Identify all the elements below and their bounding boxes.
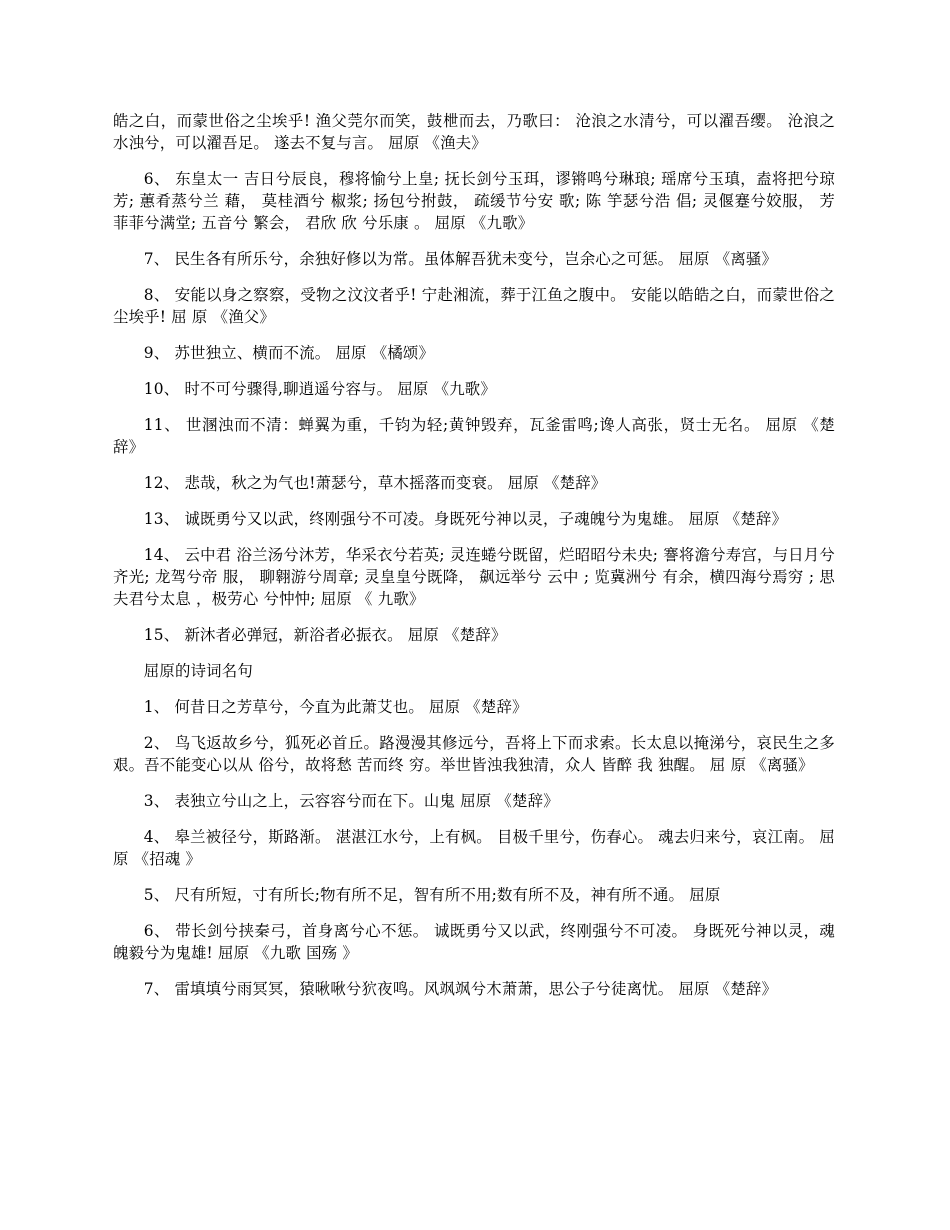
quote-item-10: 10、 时不可兮骤得,聊逍遥兮容与。 屈原 《九歌》 xyxy=(143,380,496,398)
section-heading: 屈原的诗词名句 xyxy=(143,662,253,680)
famous-line-6: 6、 带长剑兮挟秦弓，首身离兮心不惩。 诚既勇兮又以武，终刚强兮不可凌。 身既死兮神以灵，魂魄毅兮为鬼雄! 屈原 《九歌 国殇 》 xyxy=(113,922,835,962)
quote-item-6: 6、 东皇太一 吉日兮辰良，穆将愉兮上皇; 抚长剑兮玉珥，谬锵鸣兮琳琅; 瑶席兮玉瑱，盍将把兮琼芳; 蕙肴蒸兮兰 藉， 莫桂酒兮 椒浆; 扬包兮拊鼓， 疏缓节兮安 歌; 陈 竽瑟兮浩 倡; 灵偃蹇兮姣服， 芳 菲菲兮满堂; 五音兮 繁会， 君欣 欣 兮乐康 。 屈原 《九歌》 xyxy=(113,170,835,232)
famous-line-4: 4、 皋兰被径兮，斯路渐。 湛湛江水兮，上有枫。 目极千里兮，伤春心。 魂去归来兮，哀江南。 屈原 《招魂 》 xyxy=(113,828,835,868)
quote-item-13: 13、 诚既勇兮又以武，终刚强兮不可凌。身既死兮神以灵，子魂魄兮为鬼雄。 屈原 《楚辞》 xyxy=(143,510,788,528)
famous-line-5: 5、 尺有所短，寸有所长;物有所不足，智有所不用;数有所不及，神有所不通。 屈原 xyxy=(143,886,721,904)
quote-item-12: 12、 悲哉，秋之为气也!萧瑟兮，草木摇落而变衰。 屈原 《楚辞》 xyxy=(143,474,607,492)
quote-item-7: 7、 民生各有所乐兮，余独好修以为常。虽体解吾犹未变兮，岂余心之可惩。 屈原 《离骚》 xyxy=(143,250,778,268)
quote-item-15: 15、 新沐者必弹冠，新浴者必振衣。 屈原 《楚辞》 xyxy=(143,626,507,644)
quote-item-8: 8、 安能以身之察察，受物之汶汶者乎! 宁赴湘流，葬于江鱼之腹中。 安能以皓皓之白，而蒙世俗之尘埃乎! 屈 原 《渔父》 xyxy=(113,286,835,326)
famous-line-3: 3、 表独立兮山之上，云容容兮而在下。山鬼 屈原 《楚辞》 xyxy=(143,792,559,810)
quote-item-9: 9、 苏世独立、横而不流。 屈原 《橘颂》 xyxy=(143,344,435,362)
paragraph-continuation: 皓之白，而蒙世俗之尘埃乎! 渔父莞尔而笑，鼓枻而去，乃歌曰： 沧浪之水清兮，可以濯吾缨。 沧浪之水浊兮，可以濯吾足。 遂去不复与言。 屈原 《渔夫》 xyxy=(113,112,835,152)
famous-line-7: 7、 雷填填兮雨冥冥，猿啾啾兮狖夜鸣。风飒飒兮木萧萧，思公子兮徒离忧。 屈原 《楚辞》 xyxy=(143,980,778,998)
famous-line-1: 1、 何昔日之芳草兮，今直为此萧艾也。 屈原 《楚辞》 xyxy=(143,698,528,716)
quote-item-14: 14、 云中君 浴兰汤兮沐芳，华采衣兮若英; 灵连蜷兮既留，烂昭昭兮未央; 謇将澹兮寿宫，与日月兮齐光; 龙驾兮帝 服， 聊翱游兮周章; 灵皇皇兮既降， 飙远举兮 云中 ; 览冀洲兮 有余，横四海兮焉穷 ; 思夫君兮太息 ，极劳心 兮忡忡; 屈原 《 九歌》 xyxy=(113,546,835,608)
famous-line-2: 2、 鸟飞返故乡兮，狐死必首丘。路漫漫其修远兮，吾将上下而求索。长太息以掩涕兮，哀民生之多艰。吾不能变心以从 俗兮，故将愁 苦而终 穷。举世皆浊我独清，众人 皆醉 我 独醒。 屈 原 《离骚》 xyxy=(113,734,835,774)
document-page xyxy=(113,110,835,1014)
quote-item-11: 11、 世溷浊而不清：蝉翼为重，千钧为轻;黄钟毁弃，瓦釜雷鸣;谗人高张，贤士无名。 屈原 《楚辞》 xyxy=(113,416,835,456)
